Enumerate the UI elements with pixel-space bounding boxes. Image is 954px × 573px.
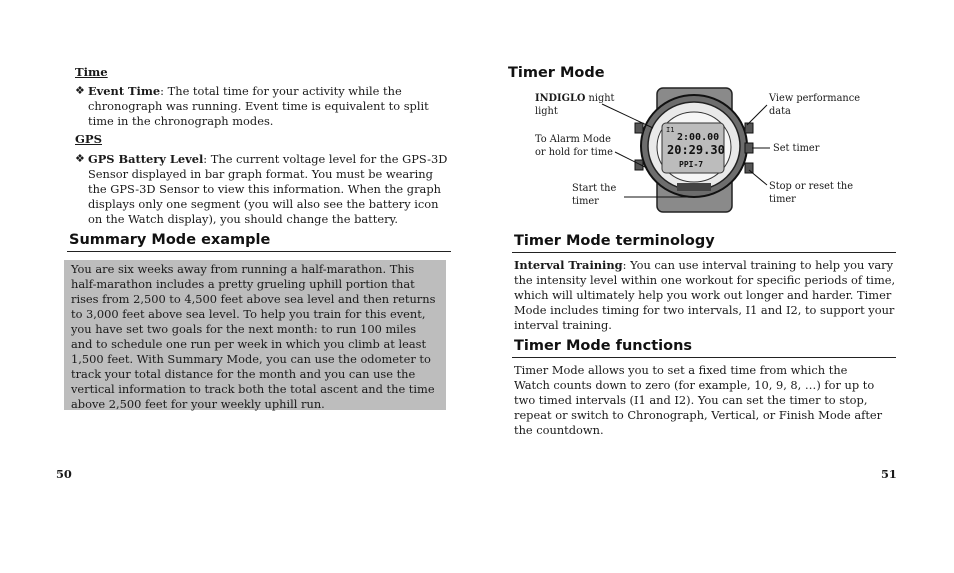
page-number: 51 [881, 467, 897, 481]
terminology-heading: Timer Mode terminology [514, 233, 715, 249]
time-heading: Time [75, 65, 108, 79]
callout-line-indiglo [602, 104, 653, 128]
diamond-bullet-icon: ❖ [75, 152, 85, 165]
heading-rule [67, 251, 451, 252]
gps-battery-text: : The current voltage level for the GPS-3D Sensor displayed in bar graph format. You must be wearing the GPS-3D Sensor to view this information. When the graph displays only one segment (you will also see the battery icon on the Watch display), you should change the battery. [88, 152, 448, 226]
interval-training-text: : You can use interval training to help you vary the intensity level within one workout for specific periods of time, which will ultimately help you work out longer and harder. Timer Mode includes timing for two intervals, I1 and I2, to support your interval training. [514, 258, 896, 332]
callout-line-alarm [615, 152, 647, 168]
callout-indiglo-bold: INDIGLO [535, 93, 586, 104]
event-time-term: Event Time [88, 84, 161, 98]
callout-view-performance: View performance data [769, 93, 861, 117]
watch-timer-value: 2:00.00 [677, 132, 720, 143]
gps-heading: GPS [75, 132, 102, 146]
functions-text: Timer Mode allows you to set a fixed time from which the Watch counts down to zero (for example, 10, 9, 8, …) for up to two timed intervals (I1 and I2). You can set the timer to stop, repeat or switch to Chronograph, Vertical, or Finish Mode after the countdown. [514, 363, 883, 437]
callout-lines [477, 0, 954, 230]
heading-rule [512, 357, 896, 358]
callout-stop-reset: Stop or reset the timer [769, 181, 854, 205]
gps-battery-item [75, 152, 452, 227]
functions-heading: Timer Mode functions [514, 338, 693, 354]
watch-time-value: 20:29.30 [667, 143, 725, 157]
callout-set-timer: Set timer [773, 143, 820, 154]
interval-training-term: Interval Training [514, 258, 623, 272]
event-time-item [75, 84, 450, 129]
summary-example-box [64, 260, 446, 410]
timer-mode-heading: Timer Mode [508, 65, 605, 81]
gps-battery-term: GPS Battery Level [88, 152, 204, 166]
summary-example-text: You are six weeks away from running a half-marathon. This half-marathon includes a pretty grueling uphill portion that rises from 2,500 to 4,500 feet above sea level and then returns to 3,000 feet above sea level. To help you train for this event, you have set two goals for the next month: to run 100 miles and to schedule one run per week in which you climb at least 1,500 feet. With Summary Mode, you can use the odometer to track your total distance for the month and you can use the vertical information to track both the total ascent and the time above 2,500 feet for your weekly uphill run. [71, 262, 436, 411]
watch-indicator: I1 [666, 126, 675, 134]
callout-line-stop [749, 170, 767, 185]
page-number: 50 [56, 467, 72, 481]
callout-alarm: To Alarm Mode or hold for time [535, 134, 613, 158]
event-time-text: : The total time for your activity while the chronograph was running. Event time is equivalent to split time in the chronograph modes. [88, 84, 429, 128]
heading-rule [512, 252, 896, 253]
callout-indiglo-rest: night light [535, 93, 615, 117]
summary-mode-heading: Summary Mode example [69, 232, 271, 248]
callout-line-view [747, 105, 767, 125]
right-page [477, 0, 954, 573]
diamond-bullet-icon: ❖ [75, 84, 85, 97]
interval-training-para [514, 258, 896, 333]
callout-start: Start the timer [572, 183, 617, 207]
watch-ppi-value: PPI-7 [679, 160, 704, 169]
